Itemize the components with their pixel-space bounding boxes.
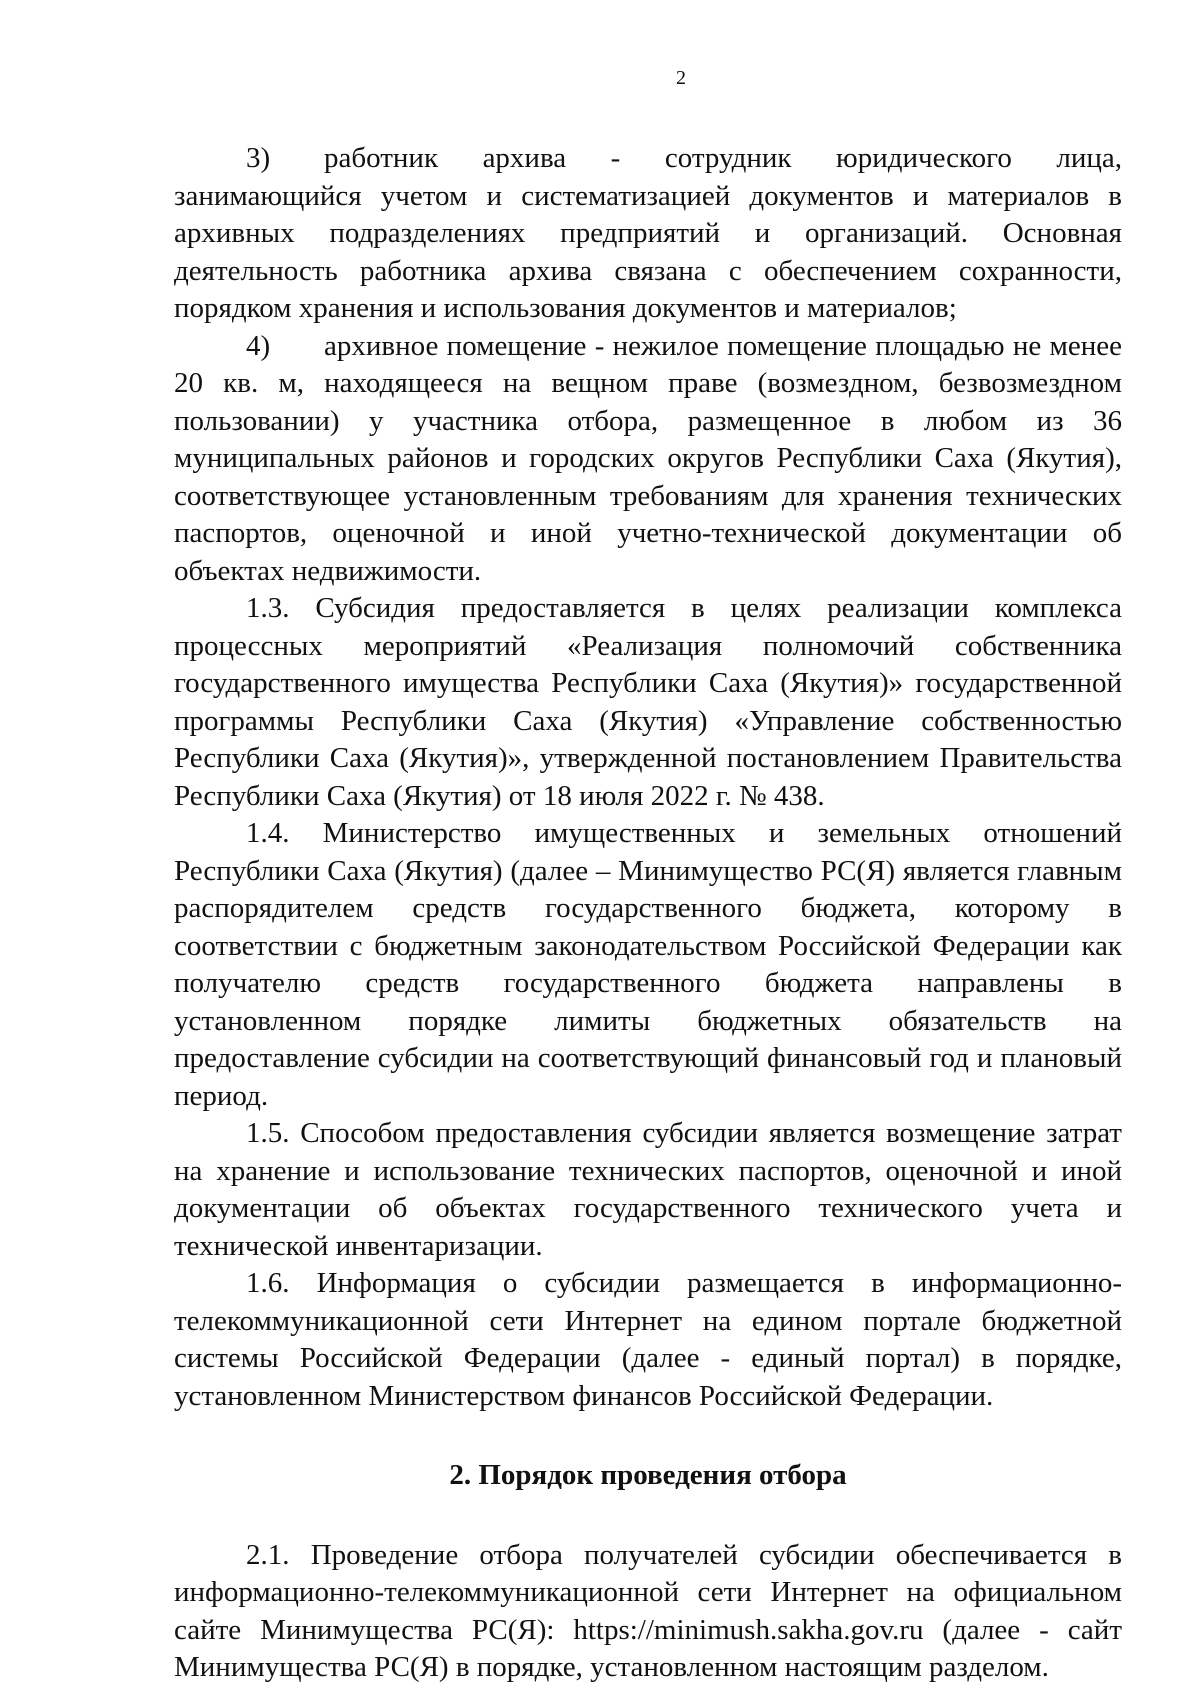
page-number: 2 [676, 67, 686, 89]
paragraph-1-5: 1.5. Способом предоставления субсидии является возмещение затрат на хранение и использование технических паспортов, оценочной и иной документации об объектах государственного технического учета и технической инвентаризации. [174, 1117, 1122, 1262]
definition-item [174, 328, 1122, 591]
document-body [174, 140, 1122, 1687]
item-text: архивное помещение - нежилое помещение площадью не менее 20 кв. м, находящееся на вещном праве (возмездном, безвозмездном пользовании) у участника отбора, размещенное в любом из 36 муниципальных районов и городских округов Республики Саха (Якутия), соответствующее установленным требованиям для хранения технических паспортов, оценочной и иной учетно-технической документации об объектах недвижимости. [174, 329, 1122, 587]
paragraph-1-6: 1.6. Информация о субсидии размещается в информационно-телекоммуникационной сети Интернет на едином портале бюджетной системы Российской Федерации (далее - единый портал) в порядке, установленном Министерством финансов Российской Федерации. [174, 1267, 1122, 1412]
paragraph-1-4: 1.4. Министерство имущественных и земельных отношений Республики Саха (Якутия) (далее – Минимущество РС(Я) является главным распорядителем средств государственного бюджета, которому в соответствии с бюджетным законодательством Российской Федерации как получателю средств государственного бюджета направлены в установленном порядке лимиты бюджетных обязательств на предоставление субсидии на соответствующий финансовый год и плановый период. [174, 817, 1122, 1112]
definition-item [174, 140, 1122, 328]
paragraph-1-3: 1.3. Субсидия предоставляется в целях реализации комплекса процессных мероприятий «Реализация полномочий собственника государственного имущества Республики Саха (Якутия)» государственной программы Республики Саха (Якутия) «Управление собственностью Республики Саха (Якутия)», утвержденной постановлением Правительства Республики Саха (Якутия) от 18 июля 2022 г. № 438. [174, 592, 1122, 812]
paragraph-2-1: 2.1. Проведение отбора получателей субсидии обеспечивается в информационно-телекоммуникационной сети Интернет на официальном сайте Минимущества РС(Я): https://minimush.sakha.gov.ru (далее - сайт Минимущества РС(Я) в порядке, установленном настоящим разделом. [174, 1538, 1122, 1683]
item-text: работник архива - сотрудник юридического лица, занимающийся учетом и систематизацией документов и материалов в архивных подразделениях предприятий и организаций. Основная деятельность работника архива связана с обеспечением сохранности, порядком хранения и использования документов и материалов; [174, 142, 1122, 324]
section-heading: 2. Порядок проведения отбора [449, 1459, 847, 1491]
item-number: 3) [246, 142, 271, 174]
item-number: 4) [246, 329, 271, 362]
